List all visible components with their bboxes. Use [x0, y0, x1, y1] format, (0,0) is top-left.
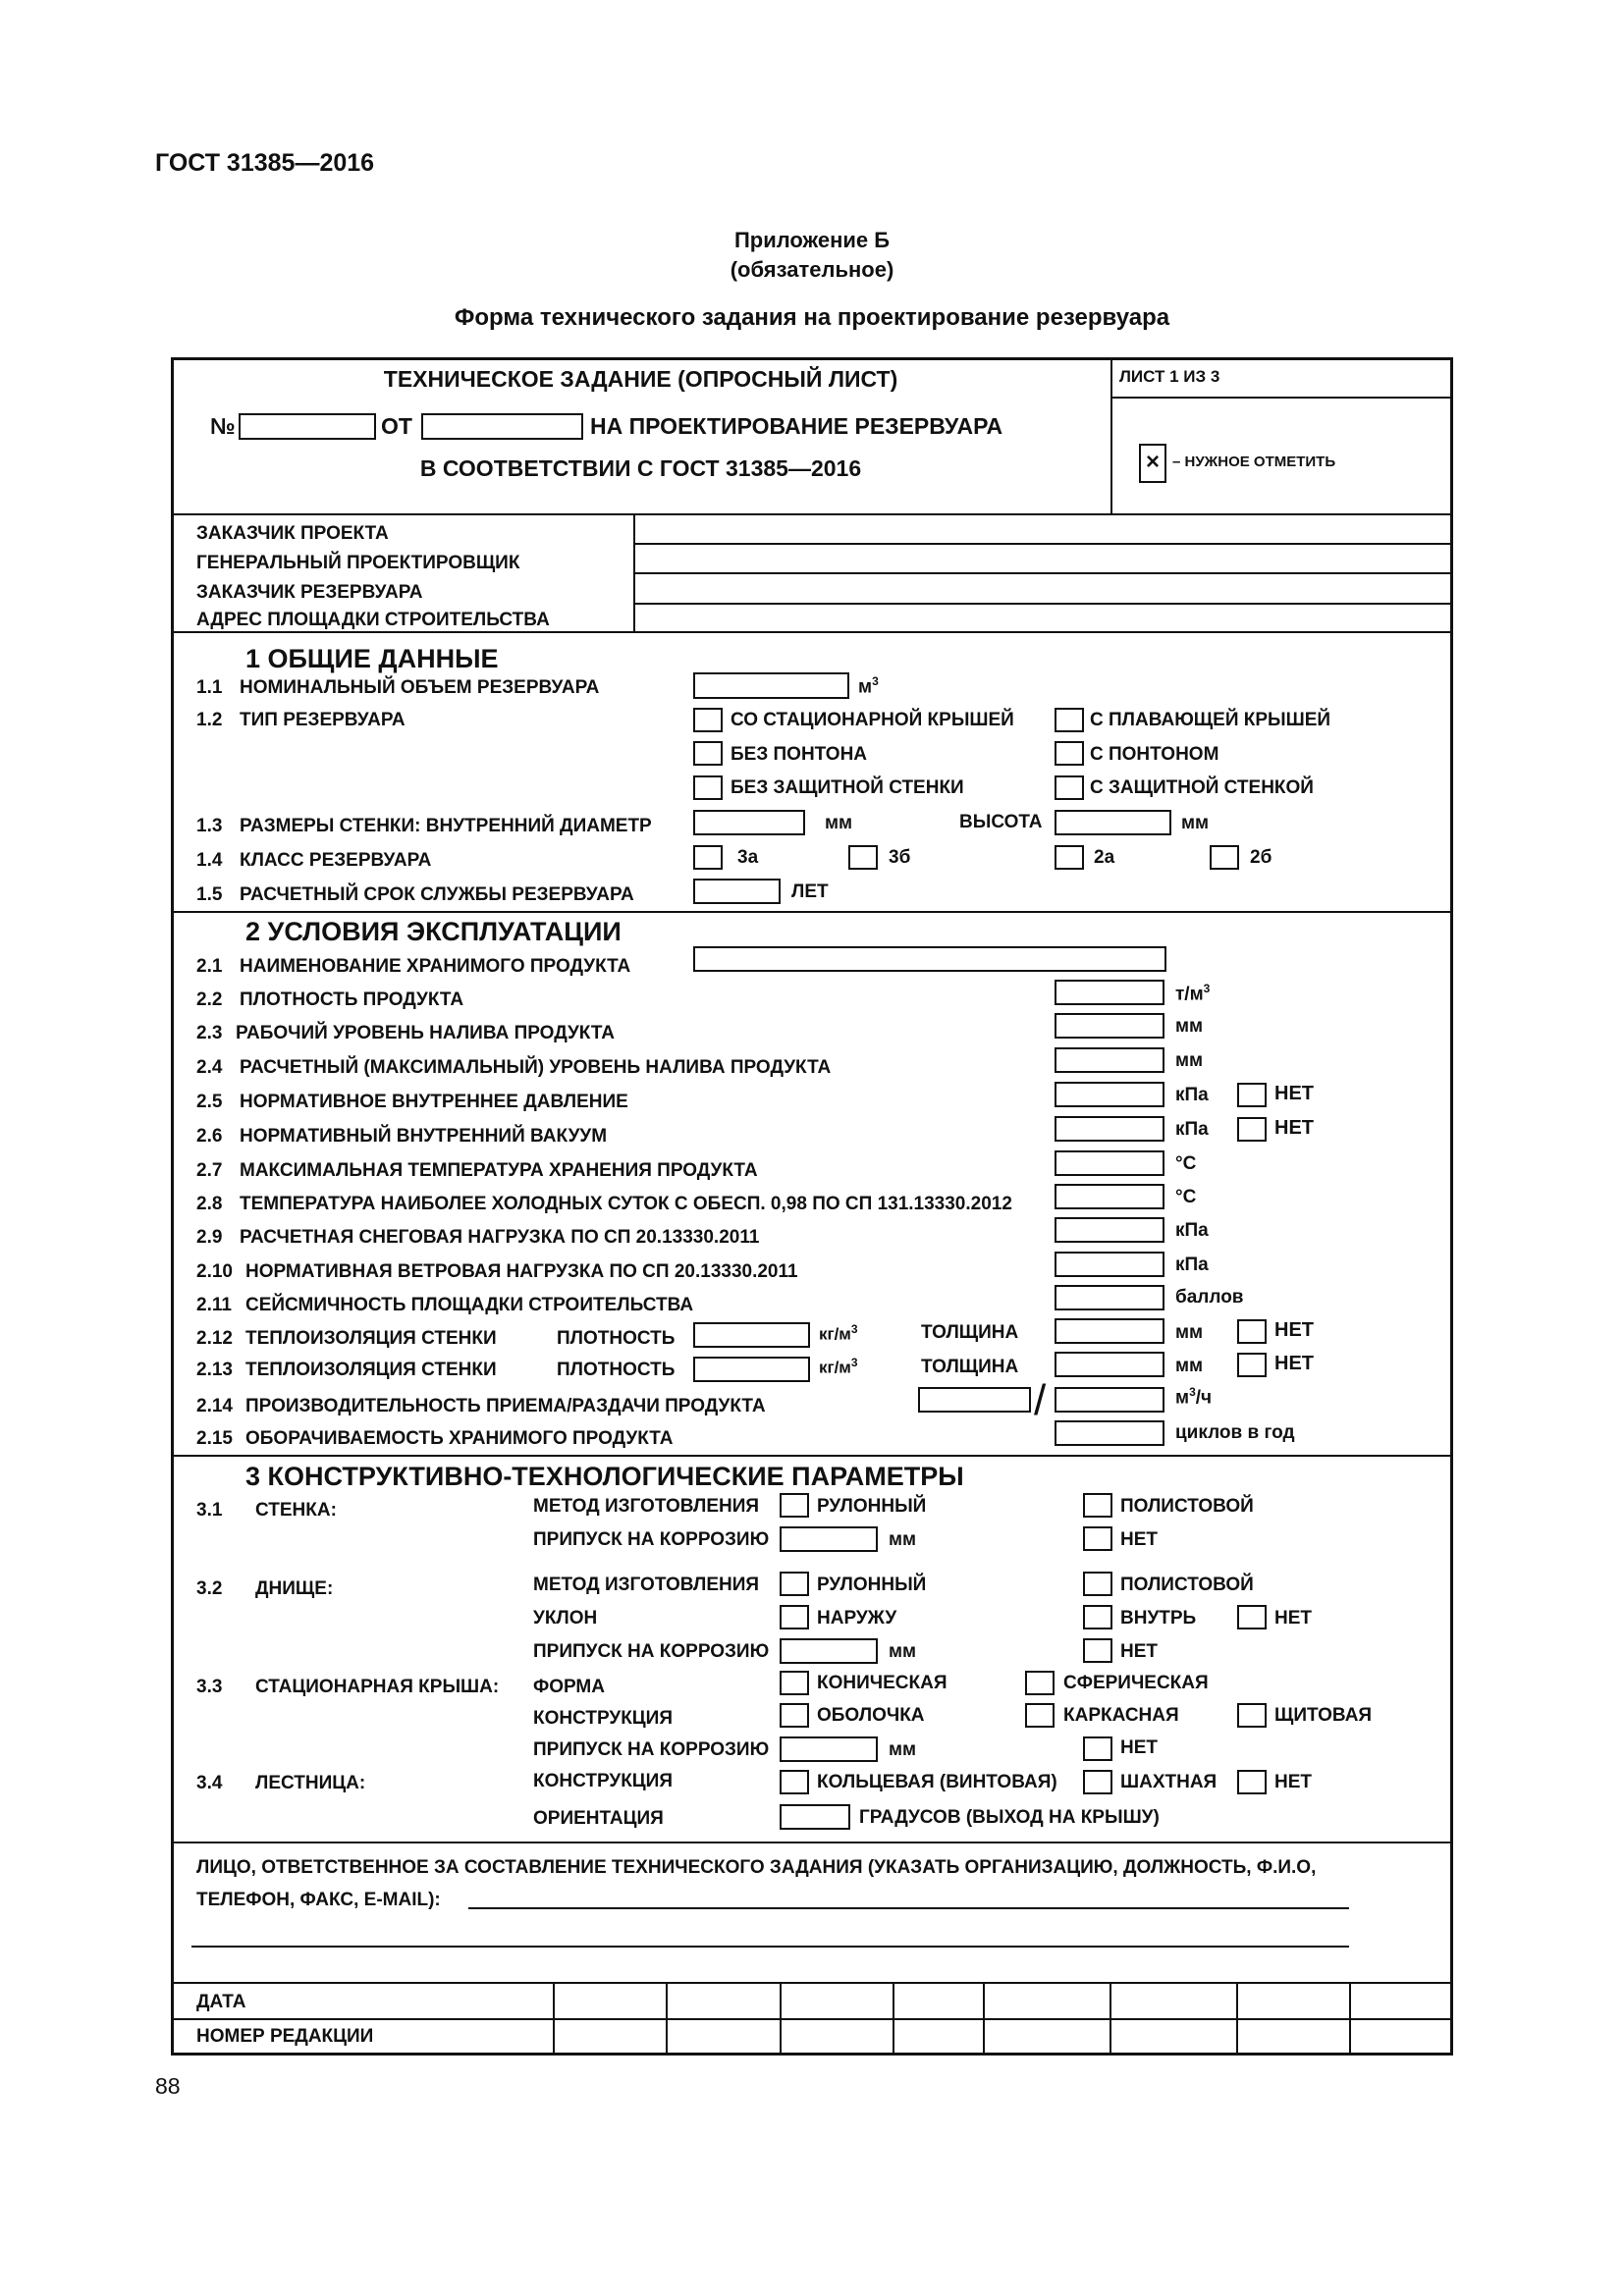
snow-load-field[interactable]	[1055, 1217, 1164, 1243]
spec-title: ТЕХНИЧЕСКОЕ ЗАДАНИЕ (ОПРОСНЫЙ ЛИСТ)	[383, 366, 898, 392]
insulation-thickness-unit-1: мм	[1175, 1322, 1204, 1343]
number-field[interactable]	[239, 413, 376, 440]
wall-corrosion-none-label: НЕТ	[1120, 1529, 1158, 1550]
internal-pressure-field[interactable]	[1055, 1082, 1164, 1107]
ladder-ring-label: КОЛЬЦЕВАЯ (ВИНТОВАЯ)	[817, 1772, 1057, 1792]
slope-none-label: НЕТ	[1274, 1608, 1312, 1629]
wind-load-unit: кПа	[1175, 1255, 1209, 1275]
row-3-3-label: СТАЦИОНАРНАЯ КРЫША:	[255, 1677, 500, 1697]
no-pressure-checkbox[interactable]	[1237, 1083, 1267, 1107]
no-pressure-label: НЕТ	[1274, 1083, 1314, 1104]
from-label: ОТ	[381, 413, 412, 439]
responsible-line-1[interactable]	[468, 1907, 1349, 1909]
roof-corrosion-label: ПРИПУСК НА КОРРОЗИЮ	[533, 1739, 770, 1760]
internal-vacuum-field[interactable]	[1055, 1116, 1164, 1142]
wind-load-field[interactable]	[1055, 1252, 1164, 1277]
row-2-12-density-label: ПЛОТНОСТЬ	[557, 1328, 676, 1349]
height-label: ВЫСОТА	[959, 812, 1043, 832]
row-3-1-num: 3.1	[196, 1500, 223, 1521]
inner-diameter-field[interactable]	[693, 810, 805, 835]
bottom-slope-label: УКЛОН	[533, 1608, 598, 1629]
appendix-note: (обязательное)	[730, 257, 894, 282]
section-3-title: 3 КОНСТРУКТИВНО-ТЕХНОЛОГИЧЕСКИЕ ПАРАМЕТРЫ	[245, 1462, 964, 1491]
slope-out-label: НАРУЖУ	[817, 1608, 897, 1629]
row-2-9-label: РАСЧЕТНАЯ СНЕГОВАЯ НАГРУЗКА ПО СП 20.13330.2011	[240, 1227, 760, 1248]
top-divider	[1110, 357, 1112, 515]
revision-col	[1349, 1982, 1351, 2056]
site-address-field[interactable]	[638, 607, 1443, 628]
insulation-density-unit-1: $кг/м^3$	[819, 1322, 858, 1344]
party-tank-customer-label: ЗАКАЗЧИК РЕЗЕРВУАРА	[196, 582, 423, 603]
row-2-10-num: 2.10	[196, 1261, 233, 1282]
insulation-density-field-2[interactable]	[693, 1357, 810, 1382]
row-2-13-label: ТЕПЛОИЗОЛЯЦИЯ СТЕНКИ	[245, 1360, 497, 1380]
wall-corrosion-label: ПРИПУСК НА КОРРОЗИЮ	[533, 1529, 770, 1550]
max-level-field[interactable]	[1055, 1047, 1164, 1073]
section-2-bottom-line	[171, 1455, 1453, 1457]
insulation-density-unit-2: $кг/м^3$	[819, 1356, 858, 1377]
diameter-unit: мм	[825, 813, 853, 833]
roof-corrosion-unit: мм	[889, 1739, 917, 1760]
fixed-roof-checkbox[interactable]	[693, 708, 723, 732]
sheet-counter: ЛИСТ 1 ИЗ 3	[1119, 367, 1220, 386]
row-3-1-label: СТЕНКА:	[255, 1500, 337, 1521]
row-1-3-label: РАЗМЕРЫ СТЕНКИ: ВНУТРЕННИЙ ДИАМЕТР	[240, 816, 652, 836]
row-1-5-label: РАСЧЕТНЫЙ СРОК СЛУЖБЫ РЕЗЕРВУАРА	[240, 884, 634, 905]
pressure-unit: кПа	[1175, 1085, 1209, 1105]
slope-none-checkbox[interactable]	[1237, 1605, 1267, 1629]
row-1-5-num: 1.5	[196, 884, 223, 905]
party-designer-label: ГЕНЕРАЛЬНЫЙ ПРОЕКТИРОВЩИК	[196, 553, 520, 573]
wall-height-field[interactable]	[1055, 810, 1171, 835]
class-2b-checkbox[interactable]	[1210, 845, 1239, 870]
wall-roll-label: РУЛОННЫЙ	[817, 1496, 927, 1517]
slope-in-label: ВНУТРЬ	[1120, 1608, 1197, 1629]
row-1-2-num: 1.2	[196, 710, 223, 730]
roof-conic-checkbox[interactable]	[780, 1671, 809, 1695]
product-name-field[interactable]	[693, 946, 1166, 972]
ladder-orientation-label: ОРИЕНТАЦИЯ	[533, 1808, 664, 1829]
max-temperature-field[interactable]	[1055, 1150, 1164, 1176]
no-vacuum-label: НЕТ	[1274, 1117, 1314, 1139]
no-protective-wall-label: БЕЗ ЗАЩИТНОЙ СТЕНКИ	[731, 777, 964, 798]
no-insulation-label-2: НЕТ	[1274, 1353, 1314, 1374]
form-title: Форма технического задания на проектирование резервуара	[454, 304, 1170, 331]
roof-sphere-checkbox[interactable]	[1025, 1671, 1055, 1695]
class-3a-checkbox[interactable]	[693, 845, 723, 870]
section-2-title: 2 УСЛОВИЯ ЭКСПЛУАТАЦИИ	[245, 917, 622, 946]
height-unit: мм	[1181, 813, 1210, 833]
row-2-2-num: 2.2	[196, 989, 223, 1010]
snow-load-unit: кПа	[1175, 1220, 1209, 1241]
ladder-none-checkbox[interactable]	[1237, 1770, 1267, 1794]
bottom-corrosion-none-checkbox[interactable]	[1083, 1638, 1112, 1663]
density-unit: $т/м^3$	[1175, 982, 1211, 1005]
top-bottom-line	[171, 513, 1453, 515]
wall-corrosion-none-checkbox[interactable]	[1083, 1526, 1112, 1551]
bottom-method-label: МЕТОД ИЗГОТОВЛЕНИЯ	[533, 1575, 760, 1595]
row-2-12-label: ТЕПЛОИЗОЛЯЦИЯ СТЕНКИ	[245, 1328, 497, 1349]
wall-corrosion-field[interactable]	[780, 1526, 878, 1552]
ladder-shaft-label: ШАХТНАЯ	[1120, 1772, 1218, 1792]
bottom-roll-label: РУЛОННЫЙ	[817, 1575, 927, 1595]
row-2-10-label: НОРМАТИВНАЯ ВЕТРОВАЯ НАГРУЗКА ПО СП 20.13330.2011	[245, 1261, 798, 1282]
mark-note: – НУЖНОЕ ОТМЕТИТЬ	[1172, 454, 1336, 470]
revision-table-mid	[171, 2018, 1453, 2020]
row-2-13-density-label: ПЛОТНОСТЬ	[557, 1360, 676, 1380]
class-2a-label: 2а	[1094, 847, 1115, 868]
row-2-12-thickness-label: ТОЛЩИНА	[921, 1322, 1019, 1343]
roof-frame-checkbox[interactable]	[1025, 1703, 1055, 1728]
roof-corrosion-none-checkbox[interactable]	[1083, 1736, 1112, 1761]
wall-sheet-label: ПОЛИСТОВОЙ	[1120, 1496, 1254, 1517]
rate-slash: /	[1034, 1376, 1047, 1424]
row-3-3-num: 3.3	[196, 1677, 223, 1697]
slope-out-checkbox[interactable]	[780, 1605, 809, 1629]
intake-rate-field[interactable]	[918, 1387, 1031, 1413]
ladder-ring-checkbox[interactable]	[780, 1770, 809, 1794]
insulation-thickness-field-2[interactable]	[1055, 1352, 1164, 1377]
row-2-4-num: 2.4	[196, 1057, 223, 1078]
row-3-4-num: 3.4	[196, 1773, 223, 1793]
page-number: 88	[155, 2073, 181, 2099]
ladder-none-label: НЕТ	[1274, 1772, 1312, 1792]
row-2-1-label: НАИМЕНОВАНИЕ ХРАНИМОГО ПРОДУКТА	[240, 956, 631, 977]
slope-in-checkbox[interactable]	[1083, 1605, 1112, 1629]
no-insulation-label-1: НЕТ	[1274, 1319, 1314, 1341]
bottom-corrosion-unit: мм	[889, 1641, 917, 1662]
row-2-3-label: РАБОЧИЙ УРОВЕНЬ НАЛИВА ПРОДУКТА	[236, 1023, 616, 1043]
responsible-line-2[interactable]	[191, 1946, 1349, 1948]
density-field[interactable]	[1055, 980, 1164, 1005]
bottom-corrosion-none-label: НЕТ	[1120, 1641, 1158, 1662]
bottom-sheet-checkbox[interactable]	[1083, 1572, 1112, 1596]
ladder-construction-label: КОНСТРУКЦИЯ	[533, 1771, 673, 1791]
roof-corrosion-field[interactable]	[780, 1736, 878, 1762]
revision-col	[553, 1982, 555, 2056]
row-2-11-label: СЕЙСМИЧНОСТЬ ПЛОЩАДКИ СТРОИТЕЛЬСТВА	[245, 1295, 694, 1315]
service-life-unit: ЛЕТ	[791, 881, 829, 902]
row-2-12-num: 2.12	[196, 1328, 233, 1349]
roof-sphere-label: СФЕРИЧЕСКАЯ	[1063, 1673, 1209, 1693]
seismicity-unit: баллов	[1175, 1287, 1244, 1308]
roof-shell-checkbox[interactable]	[780, 1703, 809, 1728]
row-1-4-num: 1.4	[196, 850, 223, 871]
roof-corrosion-none-label: НЕТ	[1120, 1737, 1158, 1758]
max-temperature-unit: °С	[1175, 1153, 1197, 1174]
pontoon-checkbox[interactable]	[1055, 741, 1084, 766]
bottom-corrosion-label: ПРИПУСК НА КОРРОЗИЮ	[533, 1641, 770, 1662]
row-2-6-label: НОРМАТИВНЫЙ ВНУТРЕННИЙ ВАКУУМ	[240, 1126, 608, 1147]
row-2-15-label: ОБОРАЧИВАЕМОСТЬ ХРАНИМОГО ПРОДУКТА	[245, 1428, 674, 1449]
working-level-unit: мм	[1175, 1016, 1204, 1037]
row-2-14-label: ПРОИЗВОДИТЕЛЬНОСТЬ ПРИЕМА/РАЗДАЧИ ПРОДУКТА	[245, 1396, 766, 1416]
section-1-title: 1 ОБЩИЕ ДАННЫЕ	[245, 644, 499, 673]
ladder-shaft-checkbox[interactable]	[1083, 1770, 1112, 1794]
revision-col	[983, 1982, 985, 2056]
for-label: НА ПРОЕКТИРОВАНИЕ РЕЗЕРВУАРА	[590, 413, 1003, 439]
no-protective-wall-checkbox[interactable]	[693, 775, 723, 800]
bottom-sheet-label: ПОЛИСТОВОЙ	[1120, 1575, 1254, 1595]
class-3b-label: 3б	[889, 847, 911, 868]
class-2b-label: 2б	[1250, 847, 1272, 868]
revision-col	[1236, 1982, 1238, 2056]
roof-shape-label: ФОРМА	[533, 1677, 605, 1697]
floating-roof-checkbox[interactable]	[1055, 708, 1084, 732]
row-3-4-label: ЛЕСТНИЦА:	[255, 1773, 366, 1793]
revision-row-label: НОМЕР РЕДАКЦИИ	[196, 2026, 374, 2047]
customer-field[interactable]	[638, 518, 1443, 540]
pontoon-label: С ПОНТОНОМ	[1090, 744, 1219, 765]
fixed-roof-label: СО СТАЦИОНАРНОЙ КРЫШЕЙ	[731, 710, 1014, 730]
revision-table-top	[171, 1982, 1453, 1984]
no-insulation-checkbox-1[interactable]	[1237, 1319, 1267, 1344]
sheet-underline	[1110, 397, 1453, 399]
working-level-field[interactable]	[1055, 1013, 1164, 1039]
date-from-field[interactable]	[421, 413, 583, 440]
revision-col	[780, 1982, 782, 2056]
discharge-rate-field[interactable]	[1055, 1387, 1164, 1413]
roof-shell-label: ОБОЛОЧКА	[817, 1705, 925, 1726]
wall-roll-checkbox[interactable]	[780, 1493, 809, 1518]
insulation-density-field-1[interactable]	[693, 1322, 810, 1348]
mark-sample-checkbox: ×	[1139, 444, 1166, 483]
party-line	[633, 543, 1453, 545]
standard-number: ГОСТ 31385—2016	[155, 149, 375, 177]
designer-field[interactable]	[638, 548, 1443, 569]
row-2-5-label: НОРМАТИВНОЕ ВНУТРЕННЕЕ ДАВЛЕНИЕ	[240, 1092, 628, 1112]
bottom-corrosion-field[interactable]	[780, 1638, 878, 1664]
row-3-2-num: 3.2	[196, 1578, 223, 1599]
row-1-4-label: КЛАСС РЕЗЕРВУАРА	[240, 850, 432, 871]
row-2-13-thickness-label: ТОЛЩИНА	[921, 1357, 1019, 1377]
party-site-address-label: АДРЕС ПЛОЩАДКИ СТРОИТЕЛЬСТВА	[196, 610, 550, 630]
roof-panel-label: ЩИТОВАЯ	[1274, 1705, 1373, 1726]
volume-unit: $м^3$	[858, 674, 879, 698]
row-1-1-num: 1.1	[196, 677, 223, 698]
row-2-1-num: 2.1	[196, 956, 223, 977]
row-2-11-num: 2.11	[196, 1295, 232, 1315]
turnover-unit: циклов в год	[1175, 1422, 1295, 1443]
row-2-4-label: РАСЧЕТНЫЙ (МАКСИМАЛЬНЫЙ) УРОВЕНЬ НАЛИВА ПРОДУКТА	[240, 1057, 832, 1078]
cold-temperature-field[interactable]	[1055, 1184, 1164, 1209]
row-2-6-num: 2.6	[196, 1126, 223, 1147]
protective-wall-checkbox[interactable]	[1055, 775, 1084, 800]
party-customer-label: ЗАКАЗЧИК ПРОЕКТА	[196, 523, 389, 544]
row-2-9-num: 2.9	[196, 1227, 223, 1248]
section-1-bottom-line	[171, 911, 1453, 913]
row-1-3-num: 1.3	[196, 816, 223, 836]
row-2-15-num: 2.15	[196, 1428, 233, 1449]
row-2-7-num: 2.7	[196, 1160, 223, 1181]
appendix-label: Приложение Б	[733, 228, 891, 252]
floating-roof-label: С ПЛАВАЮЩЕЙ КРЫШЕЙ	[1090, 710, 1331, 730]
row-2-7-label: МАКСИМАЛЬНАЯ ТЕМПЕРАТУРА ХРАНЕНИЯ ПРОДУКТА	[240, 1160, 758, 1181]
number-label: №	[210, 413, 236, 439]
revision-col	[666, 1982, 668, 2056]
row-2-8-num: 2.8	[196, 1194, 223, 1214]
nominal-volume-field[interactable]	[693, 672, 849, 699]
parties-bottom-line	[171, 631, 1453, 633]
row-2-5-num: 2.5	[196, 1092, 223, 1112]
ladder-orientation-field[interactable]	[780, 1804, 850, 1830]
party-line	[633, 603, 1453, 605]
wall-sheet-checkbox[interactable]	[1083, 1493, 1112, 1518]
row-2-3-num: 2.3	[196, 1023, 223, 1043]
roof-conic-label: КОНИЧЕСКАЯ	[817, 1673, 947, 1693]
turnover-field[interactable]	[1055, 1420, 1164, 1446]
vacuum-unit: кПа	[1175, 1119, 1209, 1140]
tank-customer-field[interactable]	[638, 577, 1443, 599]
rate-unit: $м^3/ч$	[1175, 1385, 1213, 1409]
row-3-2-label: ДНИЩЕ:	[255, 1578, 334, 1599]
class-2a-checkbox[interactable]	[1055, 845, 1084, 870]
ladder-orientation-unit: ГРАДУСОВ (ВЫХОД НА КРЫШУ)	[859, 1807, 1160, 1828]
row-1-2-label: ТИП РЕЗЕРВУАРА	[240, 710, 406, 730]
insulation-thickness-field-1[interactable]	[1055, 1318, 1164, 1344]
no-insulation-checkbox-2[interactable]	[1237, 1353, 1267, 1377]
section-3-bottom-line	[171, 1842, 1453, 1843]
insulation-thickness-unit-2: мм	[1175, 1356, 1204, 1376]
responsible-label-2: ТЕЛЕФОН, ФАКС, E-MAIL):	[196, 1890, 441, 1910]
no-pontoon-label: БЕЗ ПОНТОНА	[731, 744, 868, 765]
responsible-label-1: ЛИЦО, ОТВЕТСТВЕННОЕ ЗА СОСТАВЛЕНИЕ ТЕХНИЧЕСКОГО ЗАДАНИЯ (УКАЗАТЬ ОРГАНИЗАЦИЮ, ДОЛЖНОСТЬ, Ф.И.О,	[196, 1857, 1317, 1878]
wall-corrosion-unit: мм	[889, 1529, 917, 1550]
date-row-label: ДАТА	[196, 1992, 246, 2012]
row-2-8-label: ТЕМПЕРАТУРА НАИБОЛЕЕ ХОЛОДНЫХ СУТОК С ОБЕСП. 0,98 ПО СП 131.13330.2012	[240, 1194, 1012, 1214]
row-2-2-label: ПЛОТНОСТЬ ПРОДУКТА	[240, 989, 464, 1010]
max-level-unit: мм	[1175, 1050, 1204, 1071]
class-3b-checkbox[interactable]	[848, 845, 878, 870]
protective-wall-label: С ЗАЩИТНОЙ СТЕНКОЙ	[1090, 777, 1314, 798]
wall-method-label: МЕТОД ИЗГОТОВЛЕНИЯ	[533, 1496, 760, 1517]
no-pontoon-checkbox[interactable]	[693, 741, 723, 766]
row-1-1-label: НОМИНАЛЬНЫЙ ОБЪЕМ РЕЗЕРВУАРА	[240, 677, 600, 698]
row-2-13-num: 2.13	[196, 1360, 233, 1380]
seismicity-field[interactable]	[1055, 1285, 1164, 1310]
roof-panel-checkbox[interactable]	[1237, 1703, 1267, 1728]
no-vacuum-checkbox[interactable]	[1237, 1117, 1267, 1142]
gost-label: В СООТВЕТСТВИИ С ГОСТ 31385—2016	[419, 455, 862, 481]
roof-frame-label: КАРКАСНАЯ	[1063, 1705, 1179, 1726]
revision-col	[1110, 1982, 1111, 2056]
service-life-field[interactable]	[693, 879, 781, 904]
row-2-14-num: 2.14	[196, 1396, 233, 1416]
class-3a-label: 3а	[737, 847, 759, 868]
revision-col	[893, 1982, 894, 2056]
bottom-roll-checkbox[interactable]	[780, 1572, 809, 1596]
cold-temperature-unit: °С	[1175, 1187, 1197, 1207]
party-line	[633, 572, 1453, 574]
roof-construction-label: КОНСТРУКЦИЯ	[533, 1708, 673, 1729]
